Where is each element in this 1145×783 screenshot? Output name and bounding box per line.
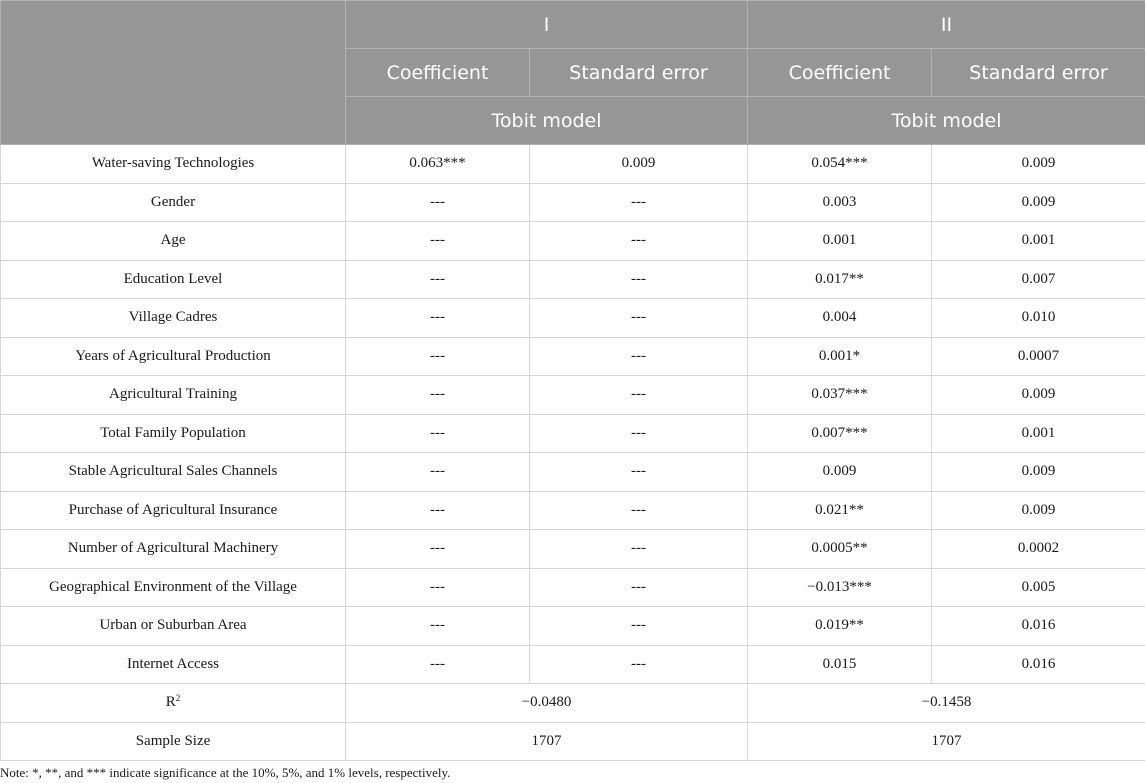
coefficient-header-1: Coefficient <box>346 49 530 97</box>
standard-error-1: --- <box>530 645 748 684</box>
header-row-groups <box>1 1 1145 49</box>
table-row <box>1 491 1145 530</box>
standard-error-1: --- <box>530 568 748 607</box>
coefficient-2: 0.015 <box>748 645 932 684</box>
coefficient-2: 0.009 <box>748 453 932 492</box>
standard-error-2: 0.016 <box>932 607 1145 646</box>
table-note: Note: *, **, and *** indicate significance at the 10%, 5%, and 1% levels, respectively. <box>0 765 451 780</box>
standard-error-2: 0.001 <box>932 414 1145 453</box>
coefficient-2: 0.004 <box>748 299 932 338</box>
standard-error-2: 0.0007 <box>932 337 1145 376</box>
table-row <box>1 414 1145 453</box>
sample-size-row <box>1 722 1145 761</box>
table-row <box>1 299 1145 338</box>
coefficient-1: --- <box>346 414 530 453</box>
table-row <box>1 183 1145 222</box>
coefficient-2: 0.037*** <box>748 376 932 415</box>
sample-size-value-1: 1707 <box>346 722 748 761</box>
standard-error-2: 0.009 <box>932 491 1145 530</box>
standard-error-2: 0.009 <box>932 376 1145 415</box>
table-row <box>1 260 1145 299</box>
coefficient-2: 0.007*** <box>748 414 932 453</box>
coefficient-2: 0.003 <box>748 183 932 222</box>
coefficient-1: --- <box>346 607 530 646</box>
variable-name: Purchase of Agricultural Insurance <box>1 491 346 530</box>
coefficient-1: --- <box>346 645 530 684</box>
variable-name: Gender <box>1 183 346 222</box>
group-header-1: I <box>346 1 748 49</box>
standard-error-1: --- <box>530 607 748 646</box>
standard-error-1: --- <box>530 299 748 338</box>
coefficient-2: 0.021** <box>748 491 932 530</box>
standard-error-header-2: Standard error <box>932 49 1145 97</box>
table-row <box>1 337 1145 376</box>
coefficient-1: 0.063*** <box>346 145 530 184</box>
standard-error-2: 0.009 <box>932 453 1145 492</box>
coefficient-2: 0.054*** <box>748 145 932 184</box>
table-row <box>1 453 1145 492</box>
coefficient-2: 0.001* <box>748 337 932 376</box>
standard-error-1: --- <box>530 222 748 261</box>
model-label-1: Tobit model <box>346 97 748 145</box>
variable-name: Geographical Environment of the Village <box>1 568 346 607</box>
table-row <box>1 530 1145 569</box>
standard-error-1: --- <box>530 414 748 453</box>
variable-name: Years of Agricultural Production <box>1 337 346 376</box>
group-header-2: II <box>748 1 1145 49</box>
coefficient-2: 0.017** <box>748 260 932 299</box>
header-corner <box>1 1 346 145</box>
coefficient-1: --- <box>346 453 530 492</box>
standard-error-2: 0.0002 <box>932 530 1145 569</box>
coefficient-1: --- <box>346 337 530 376</box>
variable-name: Village Cadres <box>1 299 346 338</box>
standard-error-2: 0.016 <box>932 645 1145 684</box>
standard-error-2: 0.007 <box>932 260 1145 299</box>
variable-name: Internet Access <box>1 645 346 684</box>
variable-name: Education Level <box>1 260 346 299</box>
coefficient-1: --- <box>346 530 530 569</box>
variable-name: Total Family Population <box>1 414 346 453</box>
table-row <box>1 645 1145 684</box>
sample-size-label: Sample Size <box>1 722 346 761</box>
standard-error-1: --- <box>530 530 748 569</box>
r-squared-label: $R^2$ <box>1 684 346 723</box>
standard-error-1: --- <box>530 376 748 415</box>
r-squared-row <box>1 684 1145 723</box>
coefficient-2: 0.0005** <box>748 530 932 569</box>
standard-error-1: --- <box>530 260 748 299</box>
variable-name: Stable Agricultural Sales Channels <box>1 453 346 492</box>
table-row <box>1 222 1145 261</box>
standard-error-1: --- <box>530 453 748 492</box>
standard-error-1: --- <box>530 337 748 376</box>
coefficient-1: --- <box>346 260 530 299</box>
standard-error-header-1: Standard error <box>530 49 748 97</box>
coefficient-2: 0.019** <box>748 607 932 646</box>
variable-name: Number of Agricultural Machinery <box>1 530 346 569</box>
standard-error-2: 0.005 <box>932 568 1145 607</box>
coefficient-1: --- <box>346 491 530 530</box>
standard-error-1: --- <box>530 491 748 530</box>
standard-error-1: 0.009 <box>530 145 748 184</box>
table-row <box>1 568 1145 607</box>
coefficient-header-2: Coefficient <box>748 49 932 97</box>
standard-error-2: 0.009 <box>932 183 1145 222</box>
coefficient-1: --- <box>346 376 530 415</box>
r-squared-value-1: −0.0480 <box>346 684 748 723</box>
variable-name: Agricultural Training <box>1 376 346 415</box>
variable-name: Water-saving Technologies <box>1 145 346 184</box>
table-row <box>1 145 1145 184</box>
standard-error-2: 0.009 <box>932 145 1145 184</box>
standard-error-2: 0.001 <box>932 222 1145 261</box>
variable-name: Urban or Suburban Area <box>1 607 346 646</box>
coefficient-2: −0.013*** <box>748 568 932 607</box>
r-squared-value-2: −0.1458 <box>748 684 1145 723</box>
coefficient-1: --- <box>346 299 530 338</box>
standard-error-1: --- <box>530 183 748 222</box>
table-row <box>1 607 1145 646</box>
model-label-2: Tobit model <box>748 97 1145 145</box>
variable-name: Age <box>1 222 346 261</box>
table-row <box>1 376 1145 415</box>
coefficient-2: 0.001 <box>748 222 932 261</box>
coefficient-1: --- <box>346 183 530 222</box>
standard-error-2: 0.010 <box>932 299 1145 338</box>
sample-size-value-2: 1707 <box>748 722 1145 761</box>
coefficient-1: --- <box>346 568 530 607</box>
coefficient-1: --- <box>346 222 530 261</box>
